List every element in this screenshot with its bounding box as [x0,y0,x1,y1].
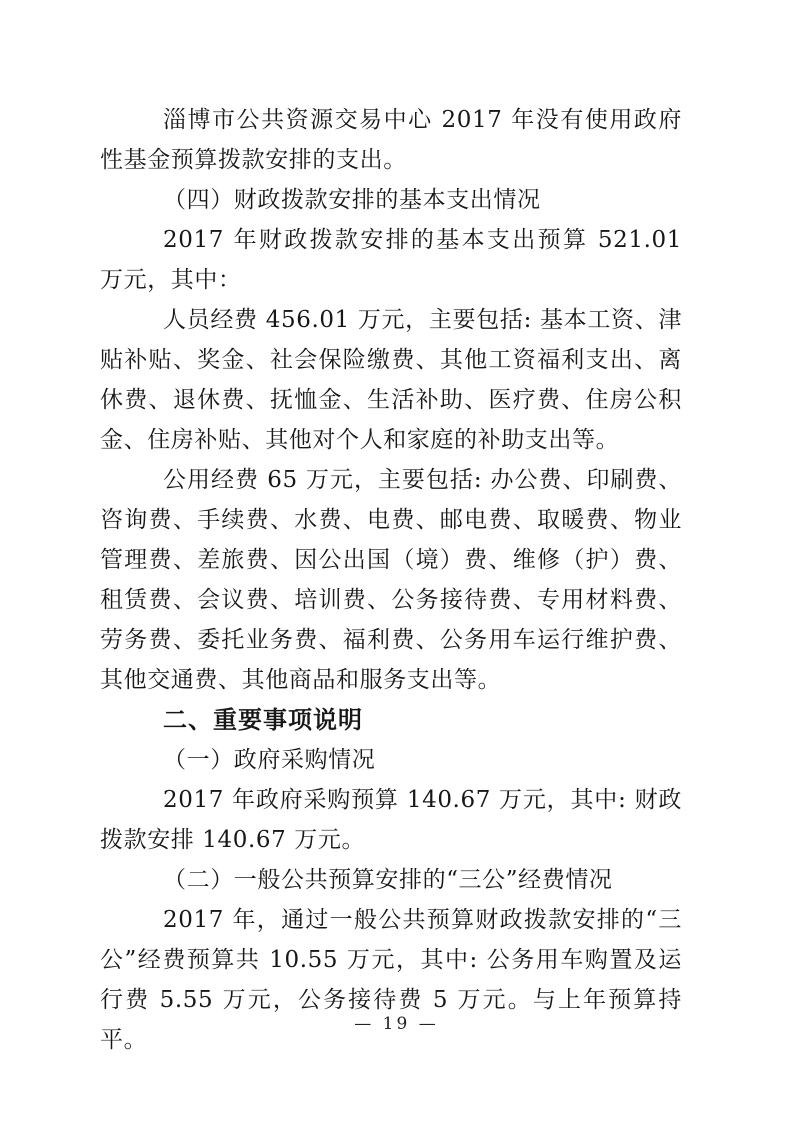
paragraph-three-public-budget: 2017 年，通过一般公共预算财政拨款安排的“三公”经费预算共 10.55 万元，其中: 公务用车购置及运行费 5.55 万元，公务接待费 5 万元。与上年预算持平。 [100,907,682,1053]
paragraph-procurement-budget: 2017 年政府采购预算 140.67 万元，其中: 财政拨款安排 140.67 万元。 [100,787,682,853]
paragraph-personnel-funds: 人员经费 456.01 万元，主要包括: 基本工资、津贴补贴、奖金、社会保险缴费、其他工资福利支出、离休费、退休费、抚恤金、生活补助、医疗费、住房公积金、住房补贴、其他对个人和家庭的补助支出等。 [100,307,682,453]
document-body [100,100,682,1060]
paragraph-public-funds: 公用经费 65 万元，主要包括: 办公费、印刷费、咨询费、手续费、水费、电费、邮电费、取暖费、物业管理费、差旅费、因公出国（境）费、维修（护）费、租赁费、会议费、培训费、公务接待费、专用材料费、劳务费、委托业务费、福利费、公务用车运行维护费、其他交通费、其他商品和服务支出等。 [100,467,682,693]
subheading-government-procurement: （一）政府采购情况 [163,747,376,773]
page-footer [0,1014,793,1034]
heading-important-matters: 二、重要事项说明 [163,706,363,734]
page-number: — 19 — [354,1014,439,1034]
subheading-three-public-funds: （二）一般公共预算安排的“三公”经费情况 [163,867,613,893]
paragraph-basic-expenditure-budget: 2017 年财政拨款安排的基本支出预算 521.01 万元，其中： [100,227,682,293]
paragraph-no-gov-fund-expenditure: 淄博市公共资源交易中心 2017 年没有使用政府性基金预算拨款安排的支出。 [100,107,682,173]
subheading-basic-expenditure: （四）财政拨款安排的基本支出情况 [163,187,541,213]
